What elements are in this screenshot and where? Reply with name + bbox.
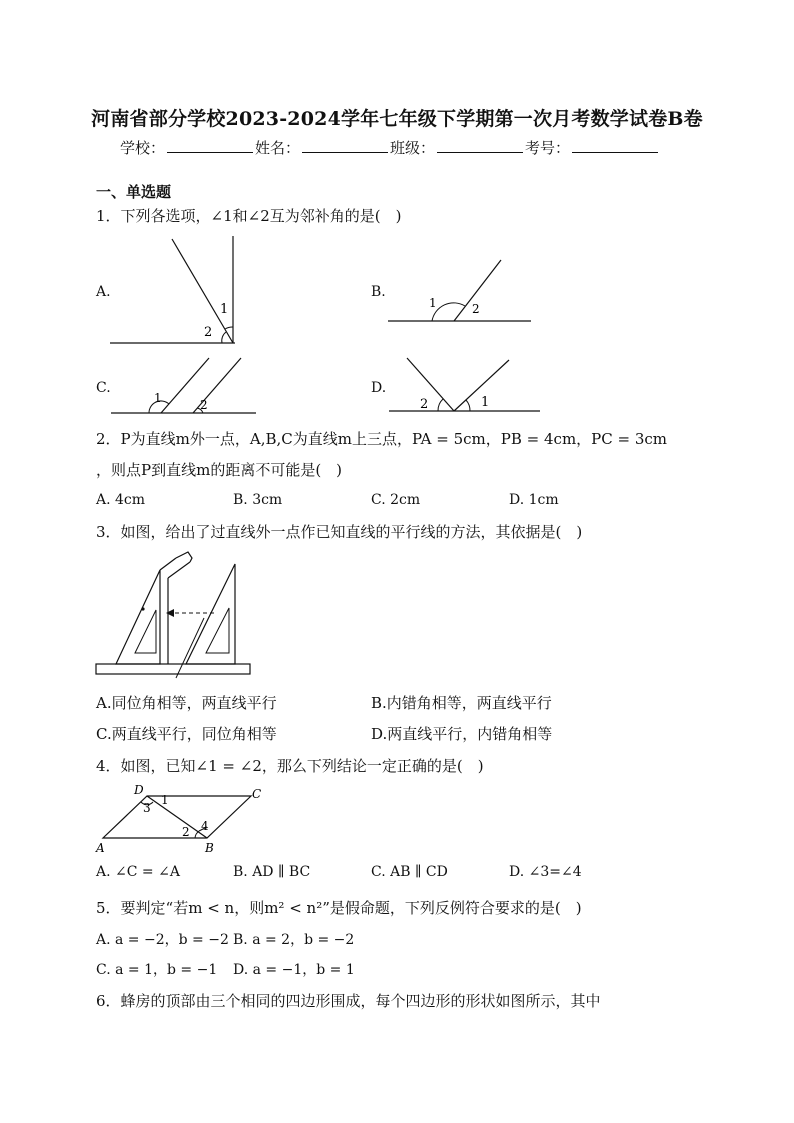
q3-option-c: C.两直线平行，同位角相等 [96,725,277,743]
q1a-angle1: 1 [220,302,229,317]
q5-option-d: D. a = −1，b = 1 [233,962,355,978]
q3-option-a: A.同位角相等，两直线平行 [96,694,277,712]
q4-option-c: C. AB ∥ CD [371,864,448,880]
class-blank[interactable] [437,138,523,153]
q4-angle1: 1 [161,793,169,807]
q2-option-a: A. 4cm [96,492,146,508]
q4-point-B: B [205,841,214,855]
q4-point-A: A [96,841,105,855]
q4-figure-parallelogram [95,782,275,856]
q1c-angle2: 2 [200,398,208,412]
q1d-angle2: 2 [420,397,429,412]
q1a-angle2: 2 [204,325,213,340]
q1-option-d-label: D. [371,380,387,396]
q1b-angle2: 2 [472,302,480,316]
number-blank[interactable] [572,138,658,153]
q1-stem: 1．下列各选项，∠1和∠2互为邻补角的是( ) [96,207,402,225]
q1-figure-c [111,358,261,416]
name-blank[interactable] [302,138,388,153]
class-label: 班级： [390,139,436,157]
q1d-angle1: 1 [481,395,490,410]
q3-figure-set-square [96,550,256,678]
school-blank[interactable] [167,138,253,153]
q3-option-d: D.两直线平行，内错角相等 [371,725,553,743]
school-label: 学校： [120,139,166,157]
q1-figure-d [389,358,543,414]
q1-option-c-label: C. [96,380,111,396]
q4-stem: 4．如图，已知∠1 = ∠2，那么下列结论一定正确的是( ) [96,757,484,775]
q4-angle4: 4 [201,819,209,833]
q1-figure-b [388,258,534,324]
q2-option-c: C. 2cm [371,492,421,508]
q1b-angle1: 1 [429,296,437,310]
q4-point-D: D [134,783,144,797]
name-label: 姓名： [255,139,301,157]
q5-option-c: C. a = 1，b = −1 [96,962,218,978]
q2-stem-line2: ，则点P到直线m的距离不可能是( ) [96,461,343,479]
q2-stem-line1: 2．P为直线m外一点，A,B,C为直线m上三点，PA = 5cm，PB = 4cm，PC = 3cm [96,430,668,448]
section-heading: 一、单选题 [96,183,172,201]
q4-option-d: D. ∠3=∠4 [509,864,582,880]
q1-option-a-label: A. [96,284,111,300]
q3-stem: 3．如图，给出了过直线外一点作已知直线的平行线的方法，其依据是( ) [96,523,583,541]
q1-option-b-label: B. [371,284,386,300]
q5-option-a: A. a = −2，b = −2 [96,932,229,948]
q4-option-a: A. ∠C = ∠A [96,864,180,880]
q3-option-b: B.内错角相等，两直线平行 [371,694,552,712]
q4-angle3: 3 [143,801,151,815]
q4-option-b: B. AD ∥ BC [233,864,311,880]
q2-option-d: D. 1cm [509,492,559,508]
q2-option-b: B. 3cm [233,492,283,508]
q1-figure-a [110,234,240,346]
q6-stem: 6．蜂房的顶部由三个相同的四边形围成，每个四边形的形状如图所示，其中 [96,992,601,1010]
q4-angle2: 2 [182,825,190,839]
q5-option-b: B. a = 2，b = −2 [233,932,355,948]
student-info-line [120,137,660,158]
number-label: 考号： [525,139,571,157]
page-title: 河南省部分学校2023-2024学年七年级下学期第一次月考数学试卷B卷 [91,108,703,130]
q4-point-C: C [252,787,262,801]
q5-stem: 5．要判定“若m < n，则m² < n²”是假命题，下列反例符合要求的是( ) [96,899,582,917]
q1c-angle1: 1 [154,391,162,405]
